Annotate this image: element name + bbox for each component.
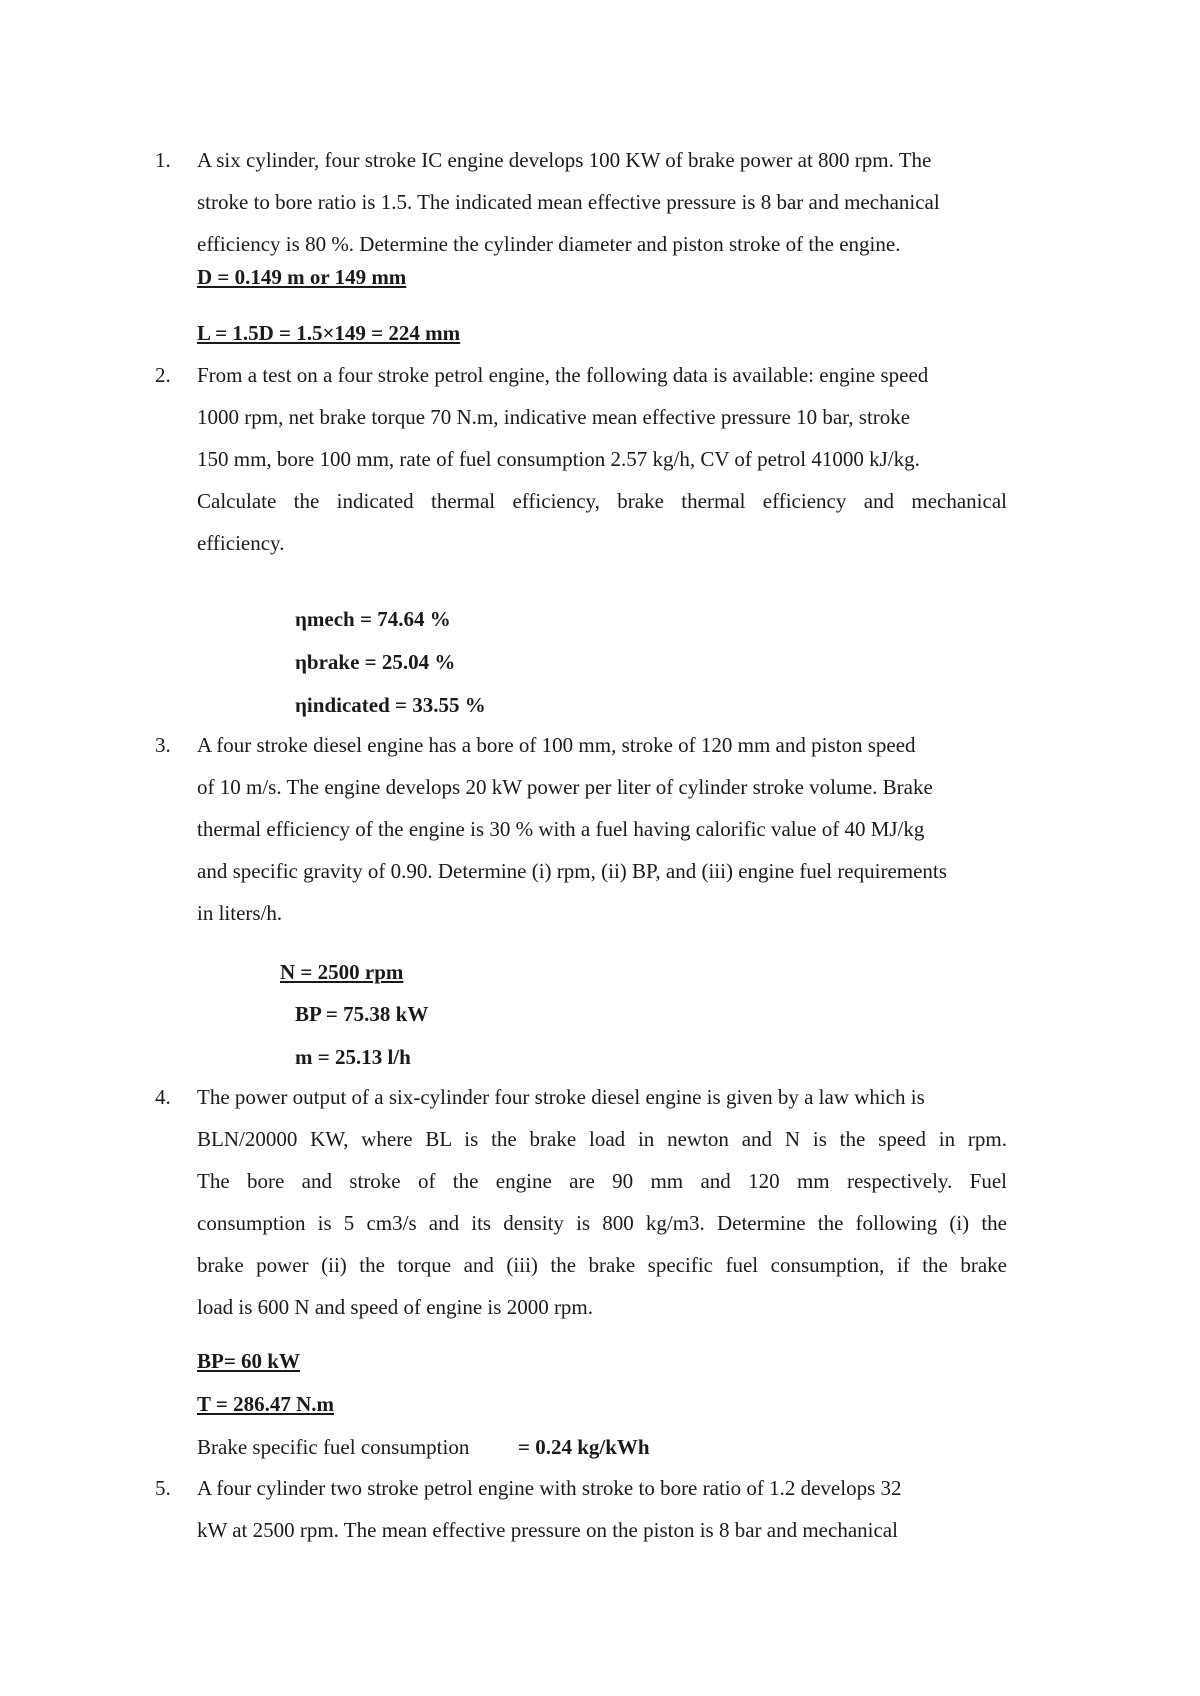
answer-eta-brake: ηbrake = 25.04 % [295,650,456,674]
answer-speed: N = 2500 rpm [280,960,404,984]
problem-number: 1. [155,148,171,172]
answer-stroke: L = 1.5D = 1.5×149 = 224 mm [197,321,461,345]
text-line: efficiency. [197,531,285,555]
problem-number: 4. [155,1085,171,1109]
text-line: thermal efficiency of the engine is 30 % with a fuel having calorific value of 40 MJ/kg [197,817,925,841]
answer-diameter: D = 0.149 m or 149 mm [197,265,407,289]
answer-fuel: m = 25.13 l/h [295,1045,411,1069]
text-line: efficiency is 80 %. Determine the cylinder diameter and piston stroke of the engine. [197,232,901,256]
problem-text [197,139,1007,265]
answer-torque: T = 286.47 N.m [197,1392,335,1416]
problem-text [197,1467,1007,1551]
problem-text [197,724,1007,934]
problem-number: 3. [155,733,171,757]
text-line: A four cylinder two stroke petrol engine with stroke to bore ratio of 1.2 develops 32 [197,1476,902,1500]
text-line: of 10 m/s. The engine develops 20 kW power per liter of cylinder stroke volume. Brake [197,775,933,799]
text-line: 1000 rpm, net brake torque 70 N.m, indicative mean effective pressure 10 bar, stroke [197,405,911,429]
answer-eta-mech: ηmech = 74.64 % [295,607,451,631]
answer-eta-indicated: ηindicated = 33.55 % [295,693,486,717]
problem-number: 2. [155,363,171,387]
text-line: BLN/20000 KW, where BL is the brake load in newton and N is the speed in rpm. [197,1127,1007,1151]
problem-text [197,1076,1007,1328]
text-line: brake power (ii) the torque and (iii) the brake specific fuel consumption, if the brake [197,1253,1007,1277]
text-line: load is 600 N and speed of engine is 2000 rpm. [197,1295,594,1319]
text-line: in liters/h. [197,901,283,925]
text-line: kW at 2500 rpm. The mean effective pressure on the piston is 8 bar and mechanical [197,1518,898,1542]
answer-bp: BP= 60 kW [197,1349,300,1373]
text-line: consumption is 5 cm3/s and its density is 800 kg/m3. Determine the following (i) the [197,1211,1007,1235]
text-line: stroke to bore ratio is 1.5. The indicated mean effective pressure is 8 bar and mechanical [197,190,940,214]
text-line: A six cylinder, four stroke IC engine develops 100 KW of brake power at 800 rpm. The [197,148,932,172]
bsfc-value: = 0.24 kg/kWh [518,1435,650,1459]
text-line: A four stroke diesel engine has a bore of 100 mm, stroke of 120 mm and piston speed [197,733,916,757]
text-line: From a test on a four stroke petrol engine, the following data is available: engine speed [197,363,929,387]
problem-text [197,354,1007,564]
text-line: 150 mm, bore 100 mm, rate of fuel consumption 2.57 kg/h, CV of petrol 41000 kJ/kg. [197,447,920,471]
text-line: Calculate the indicated thermal efficiency, brake thermal efficiency and mechanical [197,489,1007,513]
problem-number: 5. [155,1476,171,1500]
text-line: The power output of a six-cylinder four stroke diesel engine is given by a law which is [197,1085,925,1109]
bsfc-label: Brake specific fuel consumption [197,1435,470,1459]
text-line: and specific gravity of 0.90. Determine (i) rpm, (ii) BP, and (iii) engine fuel requirements [197,859,947,883]
answer-brake-power: BP = 75.38 kW [295,1002,429,1026]
text-line: The bore and stroke of the engine are 90 mm and 120 mm respectively. Fuel [197,1169,1007,1193]
